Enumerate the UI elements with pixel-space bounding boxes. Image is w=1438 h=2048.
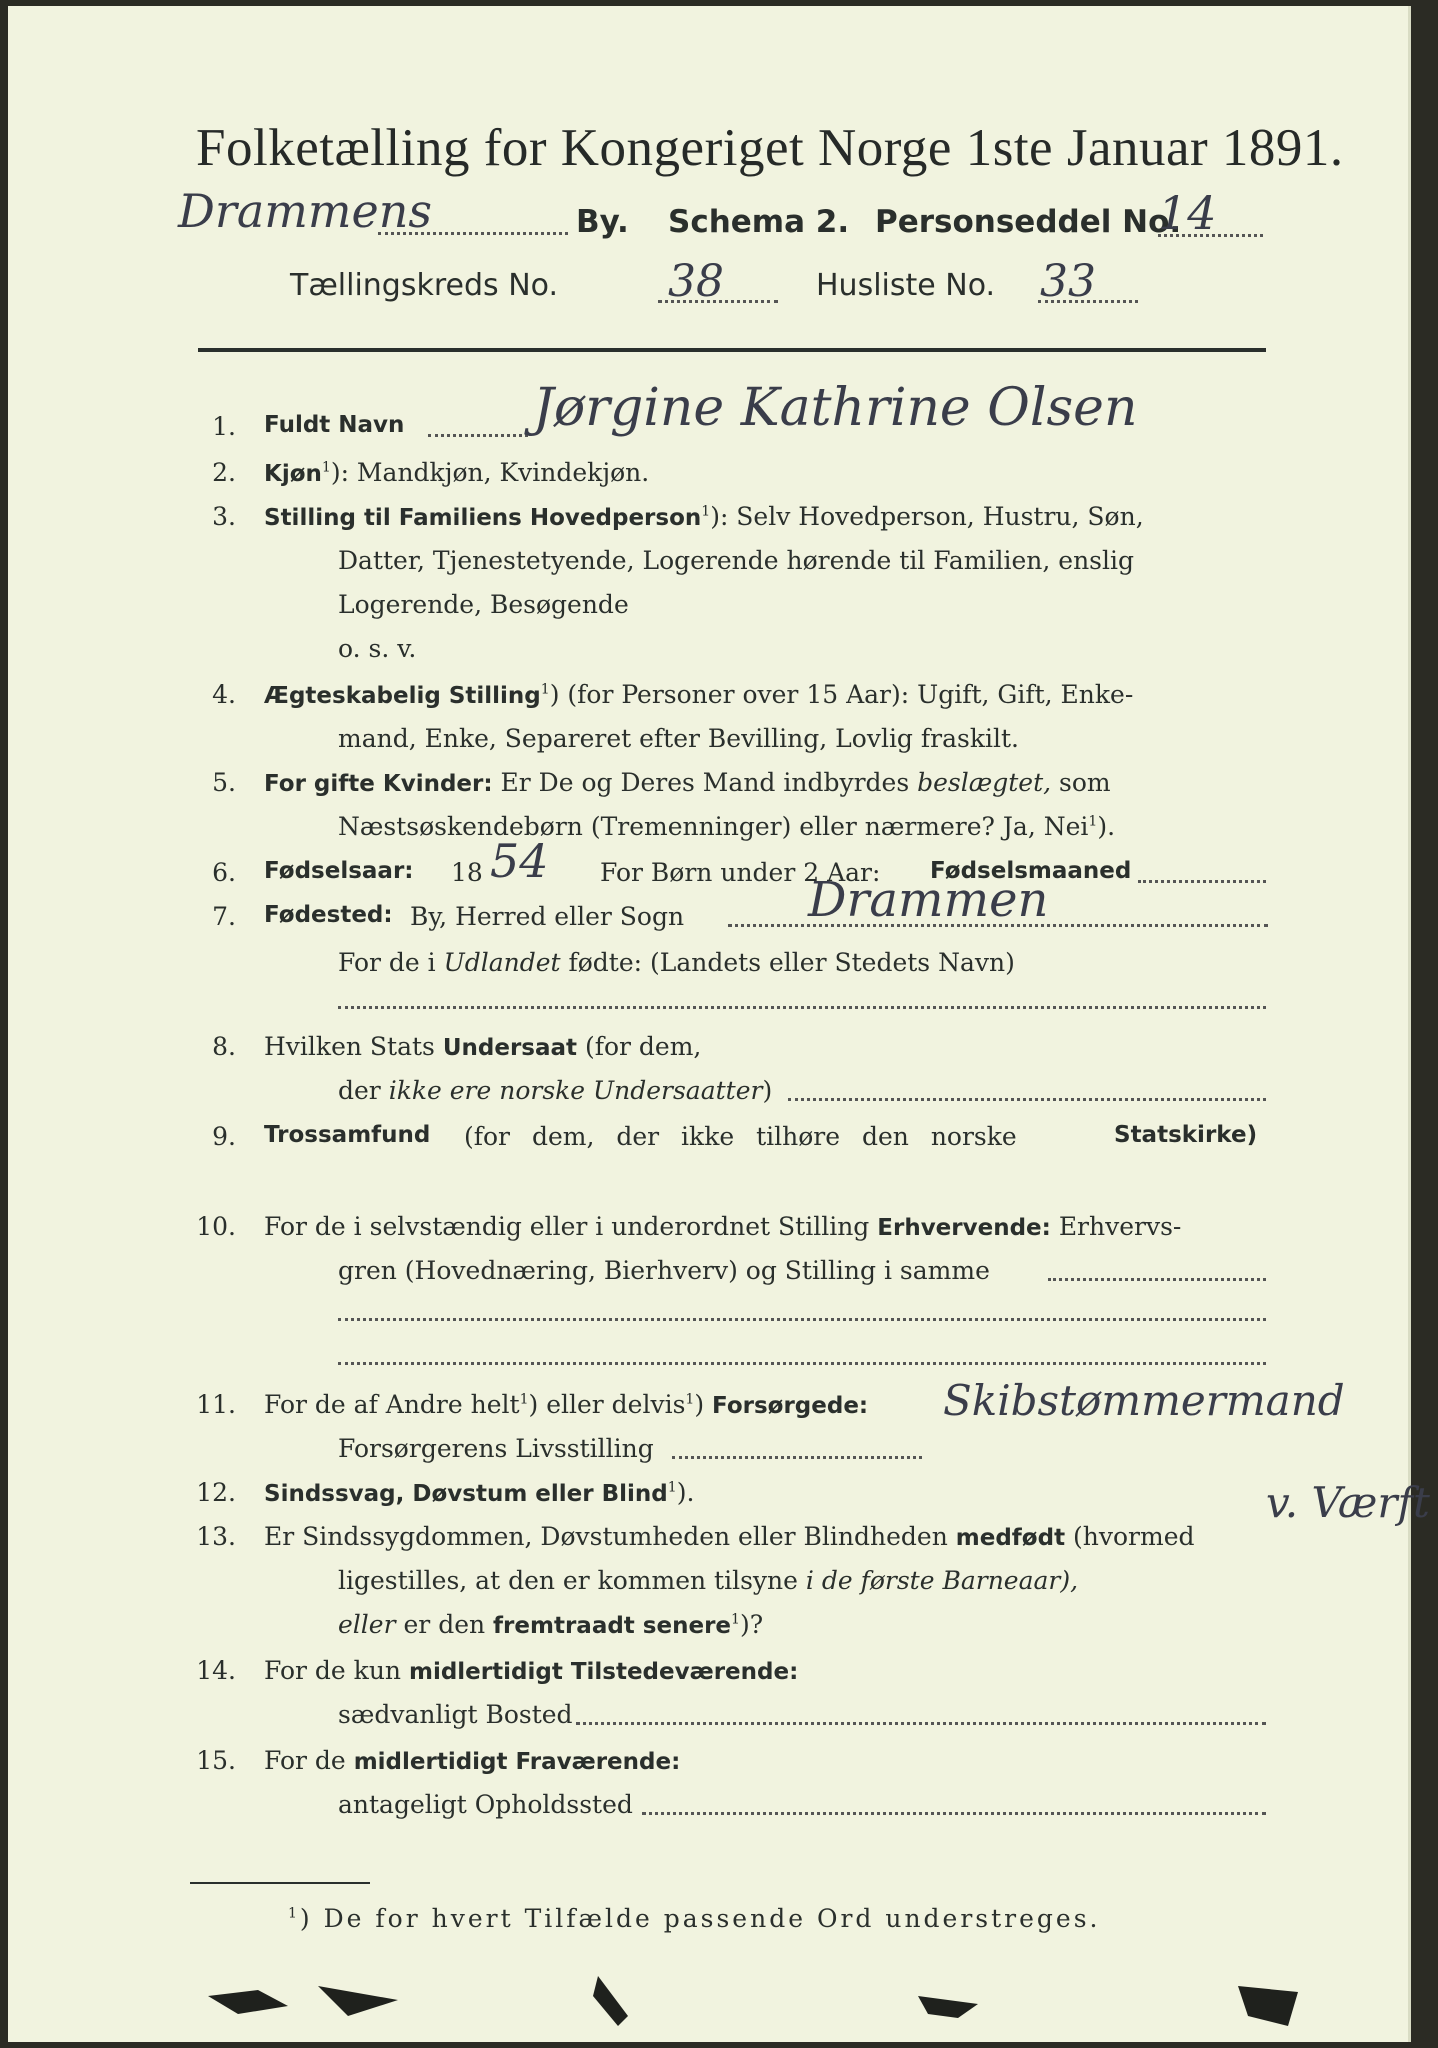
q8-line2-a: der: [338, 1076, 381, 1105]
husliste-label: Husliste No.: [816, 268, 996, 303]
q13-line2: [338, 1566, 1078, 1595]
q10-text-b: Erhvervs-: [1058, 1212, 1182, 1241]
q6-label2: Fødselsmaaned: [930, 858, 1132, 884]
personseddel-label: Personseddel No.: [875, 204, 1182, 240]
bottom-ink-marks: [198, 1956, 1308, 2036]
q5-text-2: Næstsøskendebørn (Tremenninger) eller nærmere? Ja, Nei: [338, 812, 1089, 841]
q3-line3: Logerende, Besøgende: [338, 590, 629, 619]
q8-line2-b: ikke ere norske Undersaatter: [388, 1076, 763, 1105]
q8-line1: [264, 1032, 701, 1061]
q7-line2-b: Udlandet: [443, 948, 561, 977]
schema-label: Schema 2.: [668, 204, 850, 240]
q12-line: Sindssvag, Døvstum eller Blind$^1$).: [264, 1478, 695, 1507]
header-rule: [198, 348, 1266, 352]
q7-line2-a: For de i: [338, 948, 436, 977]
q11-answer-workplace: v. Værft: [1266, 1478, 1430, 1527]
q2-number: 2.: [212, 458, 236, 487]
personseddel-number: 14: [1158, 186, 1217, 240]
q6-text: For Børn under 2 Aar:: [600, 858, 881, 887]
q8-number: 8.: [212, 1032, 236, 1061]
kreds-label: Tællingskreds No.: [290, 268, 558, 303]
q8-dotted-line: [788, 1098, 1266, 1101]
q3-line2: Datter, Tjenestetyende, Logerende hørende til Familien, enslig: [338, 546, 1135, 575]
q14-line1: [264, 1656, 798, 1685]
q10-line1: [264, 1212, 1181, 1241]
q9-text: (for dem, der ikke tilhøre den norske: [464, 1122, 1017, 1151]
q10-dotted-line-2: [338, 1318, 1266, 1321]
q11-text-b: ) eller delvis: [528, 1390, 686, 1419]
q7-dotted-line-2: [338, 1006, 1266, 1009]
q3-line1: [264, 502, 1144, 531]
q5-footnote-mark: 1: [1088, 813, 1098, 830]
q6-answer-year: 54: [490, 834, 549, 888]
q15-dotted-line: [642, 1812, 1266, 1815]
q2-line: [264, 458, 649, 487]
q2-label: Kjøn: [264, 461, 322, 487]
q7-label: Fødested:: [264, 902, 393, 928]
q7-line2-c: fødte: (Landets eller Stedets Navn): [568, 948, 1015, 977]
q13-label2: fremtraadt senere: [493, 1613, 732, 1639]
q12-label: Sindssvag, Døvstum eller Blind: [264, 1481, 668, 1507]
q9-number: 9.: [212, 1122, 236, 1151]
q15-line2: antageligt Opholdssted: [338, 1790, 633, 1819]
q13-footnote-mark: 1: [731, 1611, 740, 1628]
q13-label: medfødt: [955, 1525, 1066, 1551]
q3-line4: o. s. v.: [338, 634, 417, 663]
q5-text-b: beslægtet,: [917, 768, 1052, 797]
q11-line1: For de af Andre helt$^1$) eller delvis$^1$) Forsørgede:: [264, 1390, 869, 1419]
q11-footnote-mark-2: 1: [685, 1391, 695, 1408]
kreds-number: 38: [668, 256, 724, 307]
q3-text: ): Selv Hovedperson, Hustru, Søn,: [710, 502, 1144, 531]
q8-label: Undersaat: [442, 1035, 578, 1061]
q4-text: ) (for Personer over 15 Aar): Ugift, Gift, Enke-: [549, 680, 1134, 709]
q10-dotted-line: [1048, 1278, 1266, 1281]
q4-line2: mand, Enke, Separeret efter Bevilling, Lovlig fraskilt.: [338, 724, 1019, 753]
q10-number: 10.: [196, 1212, 236, 1241]
q13-line3-b: er den: [403, 1610, 486, 1639]
q15-number: 15.: [196, 1746, 236, 1775]
footnote-rule: [190, 1882, 370, 1884]
q13-line2-b: i de første Barneaar),: [805, 1566, 1079, 1595]
city-handwritten: Drammens: [178, 184, 432, 238]
q12-number: 12.: [196, 1478, 236, 1507]
personseddel-dotted-line: [1158, 234, 1263, 237]
q11-answer-occupation: Skibstømmermand: [943, 1376, 1345, 1425]
q13-line3-a: eller: [338, 1610, 396, 1639]
q5-line2: [338, 812, 1115, 841]
q7-number: 7.: [212, 902, 236, 931]
city-dotted-line: [378, 232, 568, 235]
q4-line1: [264, 680, 1133, 709]
footnote-mark: 1: [288, 1905, 300, 1922]
footnote-text: De for hvert Tilfælde passende Ord understreges.: [323, 1904, 1101, 1933]
q5-text-a: Er De og Deres Mand indbyrdes: [500, 768, 910, 797]
q11-number: 11.: [196, 1390, 236, 1419]
husliste-number: 33: [1040, 256, 1096, 307]
q7-line2: [338, 948, 1015, 977]
q6-label: Fødselsaar:: [264, 858, 414, 884]
q4-number: 4.: [212, 680, 236, 709]
q1-number: 1.: [212, 412, 236, 441]
q1-label: Fuldt Navn: [264, 412, 405, 438]
q10-dotted-line-3: [338, 1362, 1266, 1365]
q11-text: For de af Andre helt: [264, 1390, 520, 1419]
q5-text-c: som: [1059, 768, 1111, 797]
q2-footnote-mark: 1: [321, 459, 331, 476]
q13-line3: [338, 1610, 763, 1639]
q11-dotted-line: [672, 1456, 922, 1459]
q14-line2: sædvanligt Bosted: [338, 1700, 573, 1729]
kreds-dotted-line: [658, 300, 778, 303]
q6-prefix: 18: [451, 858, 483, 887]
q3-number: 3.: [212, 502, 236, 531]
q13-line1: [264, 1522, 1195, 1551]
q14-dotted-line: [576, 1722, 1266, 1725]
q4-footnote-mark: 1: [540, 681, 550, 698]
q15-line1: [264, 1746, 680, 1775]
q14-text: For de kun: [264, 1656, 402, 1685]
q8-line2: der ikke ere norske Undersaatter): [338, 1076, 773, 1105]
q10-label: Erhvervende:: [877, 1215, 1051, 1241]
q3-label: Stilling til Familiens Hovedperson: [264, 505, 702, 531]
by-label: By.: [576, 204, 629, 240]
q1-answer-name: Jørgine Kathrine Olsen: [533, 378, 1138, 438]
q13-text: Er Sindssygdommen, Døvstumheden eller Blindheden: [264, 1522, 948, 1551]
q10-text: For de i selvstændig eller i underordnet Stilling: [264, 1212, 870, 1241]
q14-label: midlertidigt Tilstedeværende:: [408, 1659, 799, 1685]
q13-number: 13.: [196, 1522, 236, 1551]
q9-label2: Statskirke): [1114, 1122, 1258, 1148]
q5-number: 5.: [212, 768, 236, 797]
form-title: Folketælling for Kongeriget Norge 1ste Januar 1891.: [196, 119, 1344, 177]
q13-line2-a: ligestilles, at den er kommen tilsyne: [338, 1566, 798, 1595]
q14-number: 14.: [196, 1656, 236, 1685]
q15-text: For de: [264, 1746, 346, 1775]
census-form-sheet: [8, 6, 1430, 2042]
q8-text-a: Hvilken Stats: [264, 1032, 435, 1061]
q6-dotted-line: [1138, 880, 1266, 883]
footnote: $^1$) De for hvert Tilfælde passende Ord understreges.: [288, 1904, 1101, 1933]
q6-number: 6.: [212, 858, 236, 887]
q11-label: Forsørgede:: [712, 1393, 869, 1419]
q13-line3-c: )?: [739, 1610, 764, 1639]
q3-footnote-mark: 1: [701, 503, 711, 520]
q13-text-b: (hvormed: [1073, 1522, 1195, 1551]
q7-answer-place: Drammen: [808, 872, 1049, 928]
q5-label: For gifte Kvinder:: [264, 771, 493, 797]
q15-label: midlertidigt Fraværende:: [353, 1749, 681, 1775]
q11-footnote-mark: 1: [519, 1391, 529, 1408]
husliste-dotted-line: [1038, 300, 1138, 303]
q8-text-b: (for dem,: [584, 1032, 702, 1061]
q9-label: Trossamfund: [264, 1122, 431, 1148]
q10-line2: gren (Hovednæring, Bierhverv) og Stilling i samme: [338, 1256, 990, 1285]
q4-label: Ægteskabelig Stilling: [264, 683, 541, 709]
q5-line1: [264, 768, 1111, 797]
q11-line2: Forsørgerens Livsstilling: [338, 1434, 654, 1463]
q7-text: By, Herred eller Sogn: [410, 902, 685, 931]
q2-text: ): Mandkjøn, Kvindekjøn.: [330, 458, 650, 487]
q1-dotted-line: [428, 434, 528, 437]
q5-text-2-end: ).: [1097, 812, 1116, 841]
q12-footnote-mark: 1: [667, 1479, 677, 1496]
